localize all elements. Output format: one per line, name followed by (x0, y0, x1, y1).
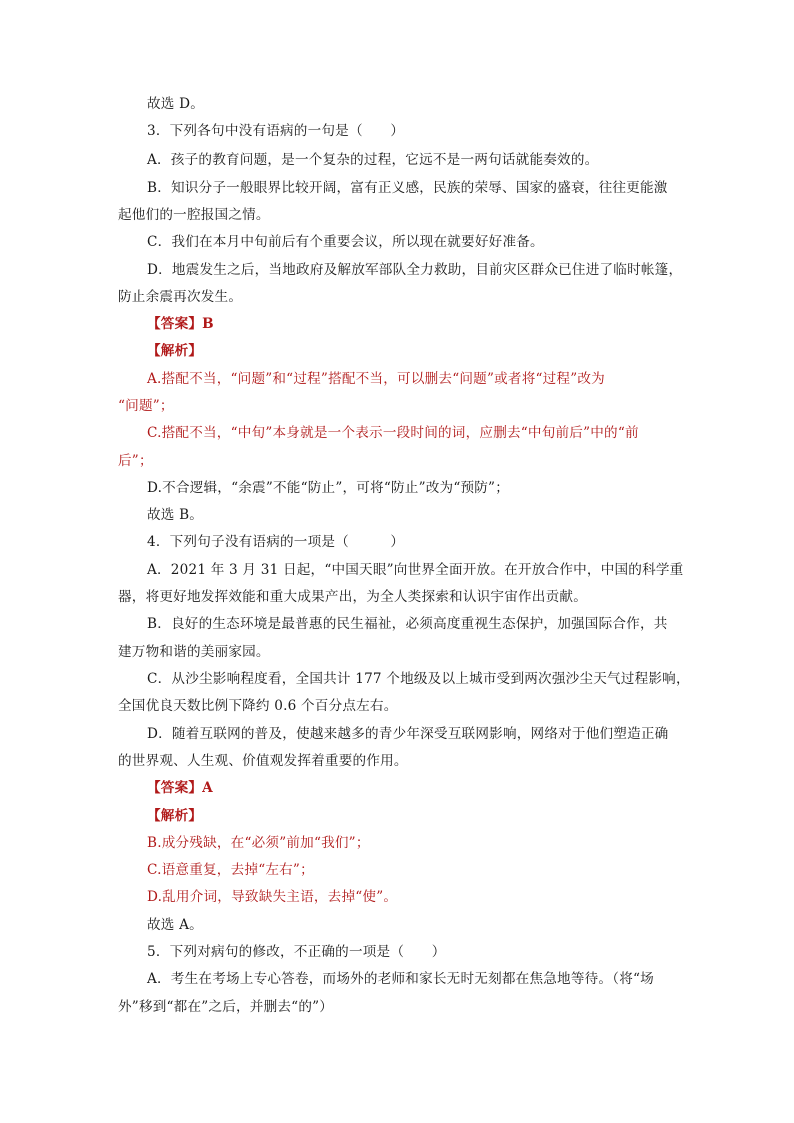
question-4-option-d-cont: 的世界观、人生观、价值观发挥着重要的作用。 (118, 753, 408, 769)
question-5-stem: 5．下列对病句的修改，不正确的一项是（ ） (147, 944, 446, 960)
text-line: 故选 A。 (147, 917, 203, 933)
analysis-line-cont: “问题”； (118, 398, 174, 414)
question-4-option-c: C．从沙尘影响程度看，全国共计 177 个地级及以上城市受到两次强沙尘天气过程影响， (147, 671, 690, 687)
question-5-option-a: A．考生在考场上专心答卷，而场外的老师和家长无时无刻都在焦急地等待。（将“场 (147, 971, 654, 987)
question-4-option-a: A．2021 年 3 月 31 日起，“中国天眼”向世界全面开放。在开放合作中，中国的科学重 (147, 562, 684, 578)
analysis-line: B.成分残缺，在“必须”前加“我们”； (147, 835, 370, 851)
analysis-line: C.语意重复，去掉“左右”； (147, 862, 314, 878)
question-3-option-b-cont: 起他们的一腔报国之情。 (118, 207, 270, 223)
analysis-line: A.搭配不当，“问题”和“过程”搭配不当，可以删去“问题”或者将“过程”改为 (147, 371, 605, 387)
analysis-line-cont: 后”； (118, 453, 153, 469)
text-line: 故选 D。 (147, 96, 205, 112)
question-4-option-d: D．随着互联网的普及，使越来越多的青少年深受互联网影响，网络对于他们塑造正确 (147, 726, 669, 742)
answer-label: 【答案】A (147, 780, 213, 796)
question-3-option-d: D．地震发生之后，当地政府及解放军部队全力救助，目前灾区群众已住进了临时帐篷， (147, 262, 683, 278)
question-3-option-c: C．我们在本月中旬前后有个重要会议，所以现在就要好好准备。 (147, 234, 544, 250)
question-3-option-b: B．知识分子一般眼界比较开阔，富有正义感，民族的荣辱、国家的盛衰，往往更能激 (147, 180, 668, 196)
answer-label: 【答案】B (147, 316, 214, 332)
question-4-option-c-cont: 全国优良天数比例下降约 0.6 个百分点左右。 (118, 698, 398, 714)
analysis-label: 【解析】 (147, 343, 203, 359)
question-4-option-b-cont: 建万物和谐的美丽家园。 (118, 644, 270, 660)
question-4-stem: 4．下列句子没有语病的一项是（ ） (147, 534, 405, 550)
question-3-option-a: A．孩子的教育问题，是一个复杂的过程，它远不是一两句话就能奏效的。 (147, 152, 599, 168)
question-4-option-a-cont: 器，将更好地发挥效能和重大成果产出，为全人类探索和认识宇宙作出贡献。 (118, 589, 587, 605)
analysis-line: C.搭配不当，“中旬”本身就是一个表示一段时间的词，应删去“中旬前后”中的“前 (147, 425, 639, 441)
question-4-option-b: B．良好的生态环境是最普惠的民生福祉，必须高度重视生态保护，加强国际合作，共 (147, 616, 668, 632)
text-line: 故选 B。 (147, 507, 204, 523)
question-3-stem: 3．下列各句中没有语病的一句是（ ） (147, 123, 405, 139)
analysis-line: D.乱用介词，导致缺失主语，去掉“使”。 (147, 889, 398, 905)
question-3-option-d-cont: 防止余震再次发生。 (118, 289, 243, 305)
analysis-label: 【解析】 (147, 808, 203, 824)
analysis-line: D.不合逻辑，“余震”不能“防止”，可将“防止”改为“预防”； (147, 480, 509, 496)
question-5-option-a-cont: 外”移到“都在”之后，并删去“的”） (118, 999, 334, 1015)
